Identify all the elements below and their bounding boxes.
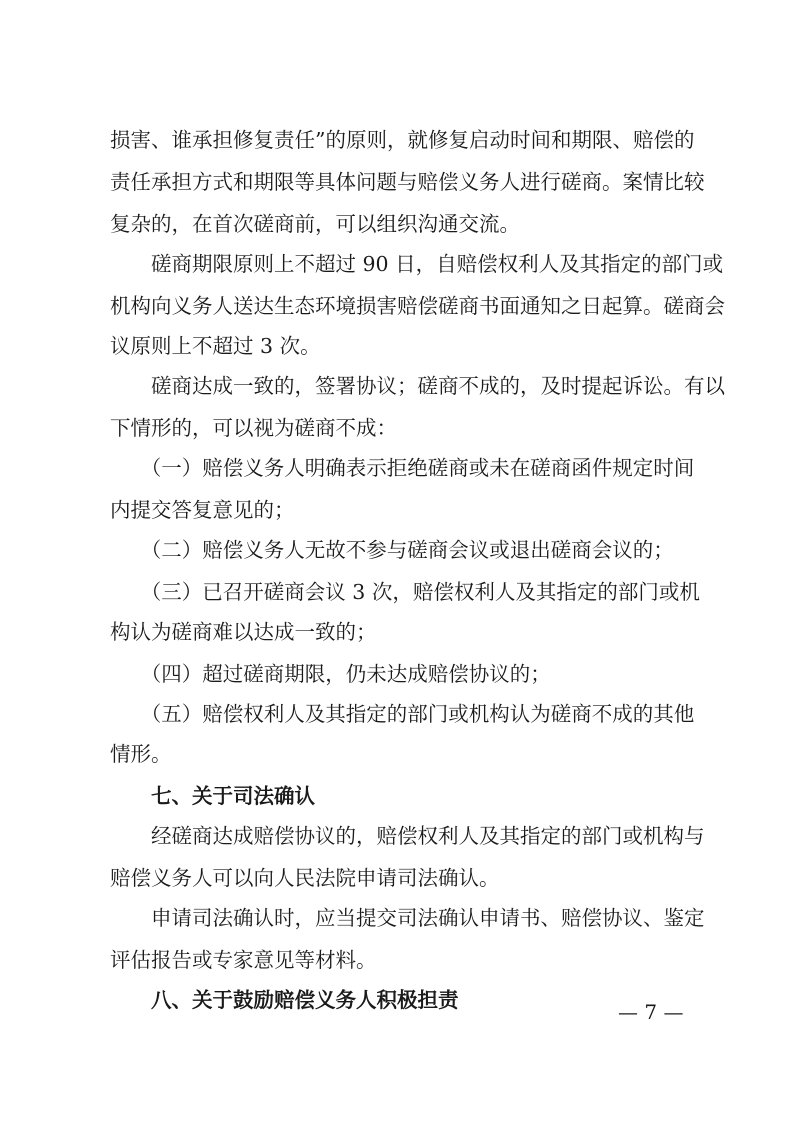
body-line: 责任承担方式和期限等具体问题与赔偿义务人进行磋商。案情比较 bbox=[110, 170, 705, 194]
body-line: 经磋商达成赔偿协议的，赔偿权利人及其指定的部门或机构与 bbox=[110, 824, 705, 848]
body-line: 申请司法确认时，应当提交司法确认申请书、赔偿协议、鉴定 bbox=[110, 906, 705, 930]
list-item-line: （五）赔偿权利人及其指定的部门或机构认为磋商不成的其他 bbox=[110, 702, 695, 726]
body-line: 下情形的，可以视为磋商不成： bbox=[110, 416, 397, 440]
body-line: 议原则上不超过 3 次。 bbox=[110, 334, 321, 358]
list-item-line: 情形。 bbox=[110, 742, 172, 766]
page-number: — 7 — bbox=[618, 1000, 684, 1024]
section-heading: 八、关于鼓励赔偿义务人积极担责 bbox=[110, 988, 459, 1012]
list-item-line: 构认为磋商难以达成一致的； bbox=[110, 620, 377, 644]
body-line: 机构向义务人送达生态环境损害赔偿磋商书面通知之日起算。磋商会 bbox=[110, 294, 725, 318]
body-line: 评估报告或专家意见等材料。 bbox=[110, 948, 377, 972]
section-heading: 七、关于司法确认 bbox=[110, 784, 315, 808]
list-item-line: 内提交答复意见的； bbox=[110, 498, 295, 522]
body-line: 复杂的，在首次磋商前，可以组织沟通交流。 bbox=[110, 212, 520, 236]
list-item-line: （三）已召开磋商会议 3 次，赔偿权利人及其指定的部门或机 bbox=[110, 580, 700, 604]
body-line: 磋商达成一致的，签署协议；磋商不成的，及时提起诉讼。有以 bbox=[110, 374, 725, 398]
list-item-line: （二）赔偿义务人无故不参与磋商会议或退出磋商会议的； bbox=[110, 538, 674, 562]
list-item-line: （一）赔偿义务人明确表示拒绝磋商或未在磋商函件规定时间 bbox=[110, 456, 695, 480]
list-item-line: （四）超过磋商期限，仍未达成赔偿协议的； bbox=[110, 662, 551, 686]
body-line: 赔偿义务人可以向人民法院申请司法确认。 bbox=[110, 866, 500, 890]
body-line: 磋商期限原则上不超过 90 日，自赔偿权利人及其指定的部门或 bbox=[110, 252, 724, 276]
body-line: 损害、谁承担修复责任”的原则，就修复启动时间和期限、赔偿的 bbox=[110, 128, 695, 152]
